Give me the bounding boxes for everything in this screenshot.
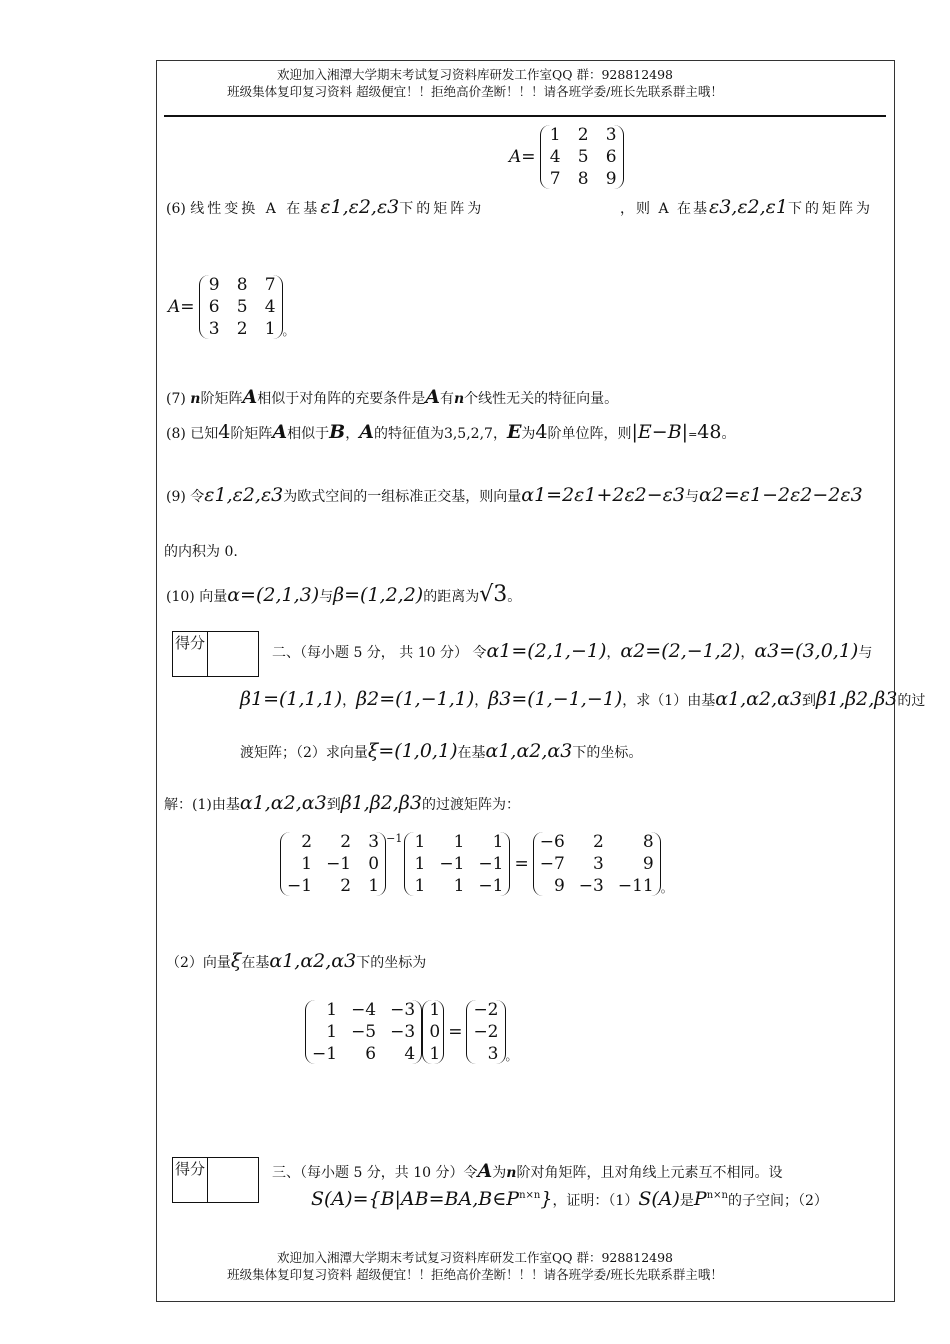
- matrix-entry: 4: [549, 147, 561, 167]
- matrix-entry: 1: [549, 125, 561, 145]
- matrix-entry: −4: [351, 1000, 377, 1020]
- q8-line: [166, 421, 735, 443]
- s2-alphas-4: α1,α2,α3: [269, 950, 357, 972]
- q6-text-b: 下的矩阵为: [399, 201, 485, 217]
- matrix-entry: 1: [264, 319, 276, 339]
- s2-alphas: α1,α2,α3: [715, 688, 803, 710]
- q8-text-d: 的特征值为: [373, 426, 444, 442]
- q9-text-c: 与: [684, 489, 699, 505]
- matrix-grid: [404, 832, 510, 896]
- matrix-entry: 2: [301, 832, 313, 852]
- s2-ask-2b: 下的坐标。: [572, 745, 643, 761]
- s2-alphas-3: α1,α2,α3: [239, 792, 327, 814]
- matrix-entry: 5: [577, 147, 589, 167]
- matrix-entry: 2: [340, 876, 352, 896]
- s2-part2-label: （2）向量: [166, 955, 231, 971]
- s2-line-1: 二、（每小题 5 分， 共 10 分） 令α1=(2,1,−1)，α2=(2,−1,2)，α3=(3,0,1)与: [272, 640, 873, 662]
- matrix-entry: 3: [368, 832, 380, 852]
- q9-alpha-2: α2=ε1−2ε2−2ε3: [698, 484, 863, 506]
- q6-text-c: ，则 A 在基: [620, 201, 710, 217]
- question-number: (7): [166, 391, 186, 407]
- s3-line-1: [272, 1160, 782, 1182]
- matrix-entry: −1: [478, 876, 504, 896]
- q6-matrix-1: [505, 125, 624, 189]
- inverse-superscript: −1: [386, 832, 403, 845]
- matrix-grid: [305, 1000, 422, 1064]
- matrix-entry: 8: [236, 275, 248, 295]
- score-box: [172, 1157, 259, 1203]
- s3-text-d: 是: [679, 1193, 694, 1209]
- matrix-entry: −1: [326, 854, 352, 874]
- matrix-grid: [280, 832, 386, 896]
- matrix-grid: [199, 275, 283, 339]
- matrix-entry: 3: [487, 1044, 499, 1064]
- q8-equals: =: [688, 428, 698, 441]
- q7-n: n: [190, 391, 201, 407]
- header-rule: [164, 115, 886, 117]
- s3-n: n: [506, 1165, 517, 1181]
- q9-text-a: 令: [190, 489, 205, 505]
- q8-text-a: 已知: [190, 426, 219, 442]
- matrix-entry: −5: [351, 1022, 377, 1042]
- matrix-entry: 6: [208, 297, 220, 317]
- q6-line: [166, 196, 484, 218]
- matrix-entry: 6: [605, 147, 617, 167]
- matrix-entry: 1: [453, 832, 465, 852]
- q7-A: A: [242, 386, 258, 408]
- matrix-entry: −1: [312, 1044, 338, 1064]
- s3-text-a: 为: [492, 1165, 507, 1181]
- q9-text-b: 为欧式空间的一组标准正交基，则向量: [283, 489, 522, 505]
- s2-end-2: 。: [505, 1049, 518, 1063]
- page-frame: [156, 60, 898, 1302]
- q8-E: E: [506, 421, 522, 443]
- s2-to: 到: [802, 693, 817, 709]
- s2-line-3: [240, 740, 642, 762]
- matrix-entry: 7: [549, 169, 561, 189]
- matrix-entry: 8: [577, 169, 589, 189]
- q10-alpha: α=(2,1,3): [227, 584, 320, 606]
- question-number: (6): [166, 201, 186, 217]
- q6-matrix-1-label: A=: [509, 147, 536, 167]
- q6-line-right: [620, 196, 873, 218]
- matrix-entry: −2: [473, 1022, 499, 1042]
- header-line-2: 班级集体复印复习资料 超级便宜！！拒绝高价垄断！！！请各班学委/班长先联系群主哦！: [227, 84, 723, 99]
- matrix-entry: 1: [414, 876, 426, 896]
- matrix-grid: [540, 125, 624, 189]
- q8-value: 48: [697, 421, 722, 443]
- s2-transition-equation: [280, 832, 673, 896]
- matrix-entry: 6: [365, 1044, 377, 1064]
- q6-basis-1: ε1,ε2,ε3: [320, 196, 400, 218]
- vector-grid: [422, 1000, 444, 1064]
- q8-text-e: ，: [492, 426, 507, 442]
- matrix-entry: 2: [236, 319, 248, 339]
- q8-four: 4: [218, 421, 231, 443]
- matrix-entry: −7: [539, 854, 565, 874]
- s3-text-e: 的子空间；（2）: [727, 1193, 828, 1209]
- s2-part2-xi: ξ: [230, 950, 242, 972]
- matrix-entry: 0: [429, 1022, 441, 1042]
- q10-end: 。: [507, 589, 522, 605]
- q10-text-b: 与: [319, 589, 334, 605]
- s2-to-2: 到: [326, 797, 341, 813]
- s3-P: P: [693, 1188, 707, 1210]
- question-number: (10): [166, 589, 195, 605]
- q7-line: [166, 386, 618, 408]
- score-cell: [208, 632, 258, 676]
- q8-comma: ，: [345, 426, 360, 442]
- q9-line-2: 的内积为 0.: [164, 544, 238, 560]
- matrix-entry: 4: [404, 1044, 416, 1064]
- q8-text-g: 阶单位阵，则: [547, 426, 632, 442]
- q10-value: √3: [479, 582, 508, 607]
- matrix-entry: 3: [605, 125, 617, 145]
- s3-P-sup: n×n: [706, 1190, 728, 1201]
- q8-four-2: 4: [535, 421, 548, 443]
- vector-grid: [466, 1000, 505, 1064]
- question-number: (8): [166, 426, 186, 442]
- q6-text-a: 线性变换 A 在基: [190, 201, 321, 217]
- matrix-entry: −3: [578, 876, 604, 896]
- q8-A-2: A: [359, 421, 374, 443]
- s2-beta-3: β3=(1,−1,−1): [488, 688, 623, 710]
- matrix-entry: 9: [605, 169, 617, 189]
- s2-solution-line: [164, 792, 520, 814]
- equals-sign: =: [514, 854, 529, 874]
- q6-basis-2: ε3,ε2,ε1: [709, 196, 788, 218]
- q10-text-a: 向量: [199, 589, 228, 605]
- matrix-entry: −6: [539, 832, 565, 852]
- matrix-entry: 1: [492, 832, 504, 852]
- s2-ask-1c: 渡矩阵；（2）求向量: [240, 745, 368, 761]
- s3-set: S(A)={B|AB=BA,B∈P: [311, 1188, 520, 1210]
- matrix-entry: 1: [301, 854, 313, 874]
- question-number: (9): [166, 489, 186, 505]
- s3-line-2: [311, 1188, 828, 1210]
- q7-text-c: 有: [439, 391, 454, 407]
- s2-part2-text: 在基: [241, 955, 270, 971]
- s2-alpha-3: α3=(3,0,1): [754, 640, 859, 662]
- q10-beta: β=(1,2,2): [333, 584, 424, 606]
- matrix-entry: −1: [287, 876, 313, 896]
- s2-solution-label: 解：(1)由基: [164, 797, 240, 813]
- matrix-entry: 0: [368, 854, 380, 874]
- s2-betas-2: β1,β2,β3: [340, 792, 422, 814]
- matrix-entry: 1: [368, 876, 380, 896]
- s2-betas: β1,β2,β3: [816, 688, 898, 710]
- s2-ask-1b: 的过: [897, 693, 926, 709]
- s2-and: 与: [858, 645, 873, 661]
- s2-line-2: β1=(1,1,1)，β2=(1,−1,1)，β3=(1,−1,−1)，求（1）由基α1,α2,α3到β1,β2,β3的过: [240, 688, 926, 710]
- matrix-entry: −3: [390, 1022, 416, 1042]
- matrix-entry: 9: [642, 854, 654, 874]
- s2-part2-text2: 下的坐标为: [356, 955, 427, 971]
- s2-title: 二、（每小题 5 分， 共 10 分）: [272, 645, 468, 661]
- s3-A: A: [477, 1160, 493, 1182]
- q7-A-2: A: [425, 386, 440, 408]
- s2-part2-line: [166, 950, 426, 972]
- q6-matrix-2: [164, 275, 295, 339]
- matrix-entry: 3: [593, 854, 604, 874]
- matrix-entry: −1: [478, 854, 504, 874]
- q8-text-c: 相似于: [287, 426, 330, 442]
- matrix-entry: 1: [453, 876, 465, 896]
- matrix-entry: 3: [208, 319, 220, 339]
- q6-matrix-2-label: A=: [168, 297, 195, 317]
- s2-beta-2: β2=(1,−1,1): [356, 688, 475, 710]
- s3-title: 三、（每小题 5 分，共 10 分）令: [272, 1165, 478, 1181]
- s2-solution-text: 的过渡矩阵为：: [422, 797, 520, 813]
- q8-determinant: |E−B|: [631, 421, 689, 443]
- matrix-grid: [533, 832, 661, 896]
- q6-end: 。: [282, 324, 295, 338]
- q7-n-2: n: [453, 391, 465, 407]
- matrix-entry: 1: [414, 854, 426, 874]
- footer-line-2: 班级集体复印复习资料 超级便宜！！拒绝高价垄断！！！请各班学委/班长先联系群主哦！: [227, 1267, 723, 1282]
- s2-alpha-1: α1=(2,1,−1): [486, 640, 607, 662]
- s2-beta-1: β1=(1,1,1): [240, 688, 343, 710]
- score-box: [172, 631, 259, 677]
- matrix-entry: 1: [429, 1044, 441, 1064]
- header-line-1: 欢迎加入湘潭大学期末考试复习资料库研发工作室QQ 群：928812498: [276, 67, 674, 82]
- score-cell: [208, 1158, 258, 1202]
- matrix-entry: −1: [439, 854, 465, 874]
- q8-end: 。: [721, 426, 736, 442]
- s2-xi: ξ=(1,0,1): [367, 740, 458, 762]
- equals-sign: =: [448, 1022, 463, 1042]
- q8-B: B: [329, 421, 346, 443]
- matrix-entry: 7: [264, 275, 276, 295]
- s2-alphas-2: α1,α2,α3: [485, 740, 573, 762]
- s2-ask-2: 在基: [457, 745, 486, 761]
- matrix-entry: 2: [577, 125, 589, 145]
- q8-A: A: [272, 421, 288, 443]
- q7-text-b: 相似于对角阵的充要条件是: [257, 391, 426, 407]
- matrix-entry: 1: [429, 1000, 441, 1020]
- matrix-entry: −2: [473, 1000, 499, 1020]
- matrix-entry: 4: [264, 297, 276, 317]
- s3-SA: S(A): [638, 1188, 680, 1210]
- q10-line: [166, 582, 521, 607]
- matrix-entry: 5: [236, 297, 248, 317]
- matrix-entry: 2: [593, 832, 604, 852]
- q6-text-d: 下的矩阵为: [787, 201, 873, 217]
- score-label: 得分: [173, 1158, 208, 1202]
- s2-coordinate-equation: [305, 1000, 518, 1064]
- q9-basis: ε1,ε2,ε3: [204, 484, 284, 506]
- s2-ask-1: ，求（1）由基: [622, 693, 716, 709]
- q8-text-b: 阶矩阵: [230, 426, 273, 442]
- q8-eigenvalues: 3,5,2,7: [443, 426, 493, 442]
- q7-text-a: 阶矩阵: [200, 391, 243, 407]
- s3-set-end: }: [540, 1188, 553, 1210]
- matrix-entry: 2: [340, 832, 352, 852]
- q9-line: [166, 484, 863, 506]
- matrix-entry: 8: [642, 832, 654, 852]
- q8-text-f: 为: [521, 426, 536, 442]
- matrix-entry: −3: [390, 1000, 416, 1020]
- footer-line-1: 欢迎加入湘潭大学期末考试复习资料库研发工作室QQ 群：928812498: [276, 1250, 674, 1265]
- matrix-entry: 1: [326, 1000, 338, 1020]
- q10-text-c: 的距离为: [423, 589, 480, 605]
- s3-text-b: 阶对角矩阵，且对角线上元素互不相同。设: [516, 1165, 783, 1181]
- s3-set-sup: n×n: [519, 1190, 541, 1201]
- matrix-entry: −11: [617, 876, 654, 896]
- matrix-entry: 9: [208, 275, 220, 295]
- s3-text-c: ，证明：（1）: [552, 1193, 639, 1209]
- s2-end: 。: [660, 881, 673, 895]
- s2-alpha-2: α2=(2,−1,2): [620, 640, 741, 662]
- matrix-entry: 1: [326, 1022, 338, 1042]
- matrix-entry: 1: [414, 832, 426, 852]
- q7-text-d: 个线性无关的特征向量。: [464, 391, 619, 407]
- s2-let: 令: [472, 645, 487, 661]
- q9-alpha-1: α1=2ε1+2ε2−ε3: [521, 484, 685, 506]
- score-label: 得分: [173, 632, 208, 676]
- matrix-entry: 9: [553, 876, 565, 896]
